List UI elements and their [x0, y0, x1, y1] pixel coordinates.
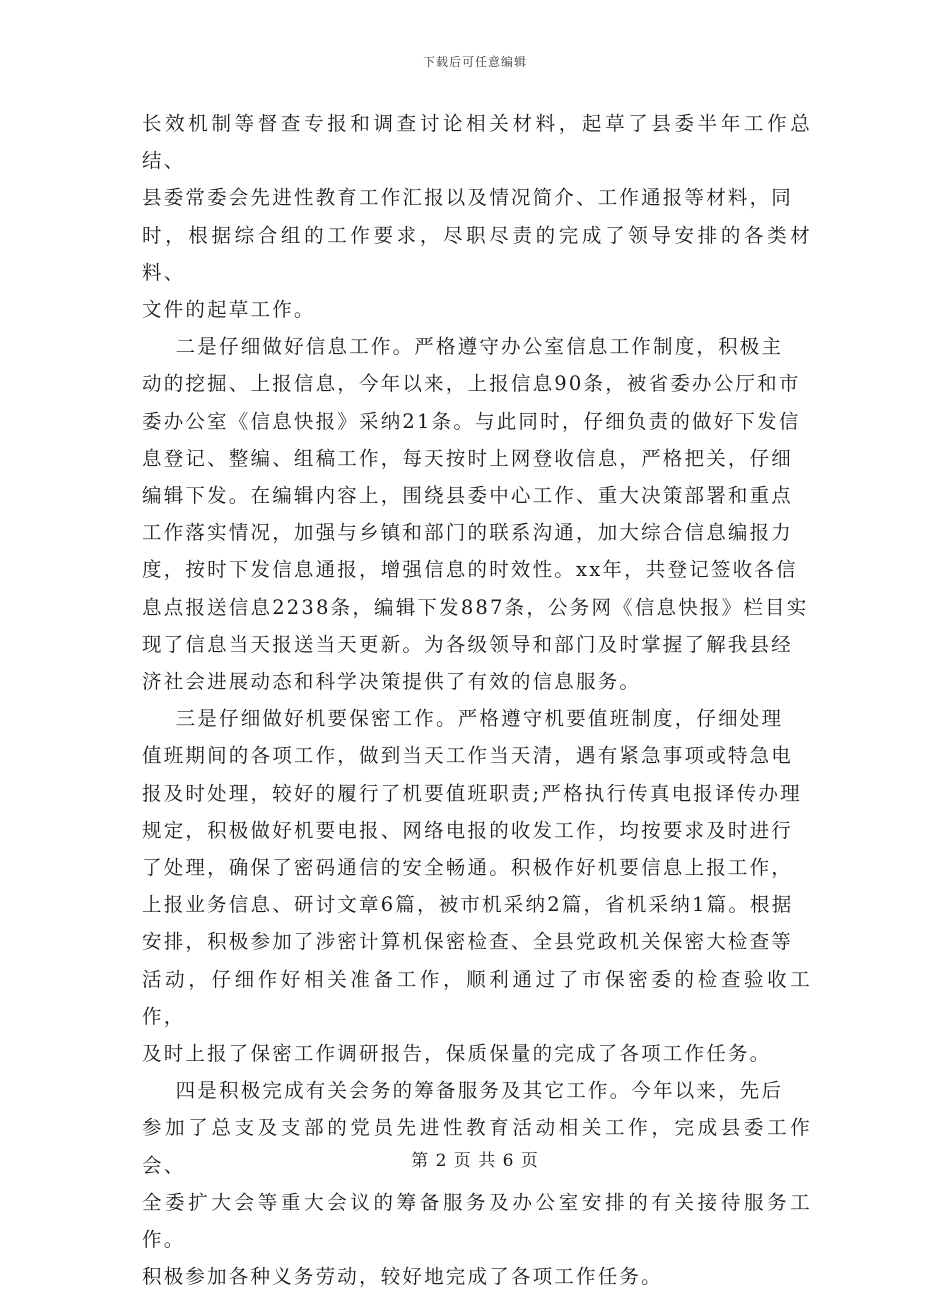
page-number: 第 2 页 共 6 页 — [411, 1151, 539, 1171]
body-line: 息登记、整编、组稿工作，每天按时上网登收信息，严格把关，仔细 — [142, 446, 794, 470]
body-line: 安排，积极参加了涉密计算机保密检查、全县党政机关保密大检查等 — [142, 930, 794, 954]
body-line: 规定，积极做好机要电报、网络电报的收发工作，均按要求及时进行 — [142, 818, 794, 842]
body-line: 县委常委会先进性教育工作汇报以及情况简介、工作通报等材料，同 — [142, 186, 794, 210]
body-line: 四是积极完成有关会务的筹备服务及其它工作。今年以来，先后 — [142, 1079, 784, 1103]
document-body — [142, 105, 812, 1296]
body-line: 二是仔细做好信息工作。严格遵守办公室信息工作制度，积极主 — [142, 335, 784, 359]
body-line: 长效机制等督查专报和调查讨论相关材料，起草了县委半年工作总结、 — [142, 112, 812, 173]
body-line: 动的挖掘、上报信息，今年以来，上报信息90条，被省委办公厅和市 — [142, 372, 801, 396]
body-line: 积极参加各种义务劳动，较好地完成了各项工作任务。 — [142, 1265, 663, 1289]
body-line: 济社会进展动态和科学决策提供了有效的信息服务。 — [142, 670, 642, 694]
body-line: 编辑下发。在编辑内容上，围绕县委中心工作、重大决策部署和重点 — [142, 484, 794, 508]
page-header: 下载后可任意编辑 — [422, 55, 527, 69]
body-line: 时，根据综合组的工作要求，尽职尽责的完成了领导安排的各类材料、 — [142, 223, 812, 284]
body-line: 及时上报了保密工作调研报告，保质保量的完成了各项工作任务。 — [142, 1042, 772, 1066]
body-line: 上报业务信息、研讨文章6篇，被市机采纳2篇，省机采纳1篇。根据 — [142, 893, 794, 917]
body-line: 委办公室《信息快报》采纳21条。与此同时，仔细负责的做好下发信 — [142, 409, 801, 433]
body-line: 文件的起草工作。 — [142, 298, 316, 322]
body-line: 息点报送信息2238条，编辑下发887条，公务网《信息快报》栏目实 — [142, 595, 809, 619]
body-line: 现了信息当天报送当天更新。为各级领导和部门及时掌握了解我县经 — [142, 632, 794, 656]
body-line: 全委扩大会等重大会议的筹备服务及办公室安排的有关接待服务工作。 — [142, 1190, 812, 1252]
body-line: 参加了总支及支部的党员先进性教育活动相关工作，完成县委工作会、 — [142, 1116, 812, 1177]
body-line: 三是仔细做好机要保密工作。严格遵守机要值班制度，仔细处理 — [142, 707, 784, 731]
body-line: 了处理，确保了密码通信的安全畅通。积极作好机要信息上报工作， — [142, 856, 794, 880]
body-line: 工作落实情况，加强与乡镇和部门的联系沟通，加大综合信息编报力 — [142, 521, 794, 545]
body-line: 活动，仔细作好相关准备工作，顺利通过了市保密委的检查验收工作， — [142, 967, 812, 1028]
body-line: 度，按时下发信息通报，增强信息的时效性。xx年，共登记签收各信 — [142, 558, 798, 582]
body-line: 报及时处理，较好的履行了机要值班职责;严格执行传真电报译传办理 — [142, 781, 802, 805]
body-line: 值班期间的各项工作，做到当天工作当天清，遇有紧急事项或特急电 — [142, 744, 794, 768]
